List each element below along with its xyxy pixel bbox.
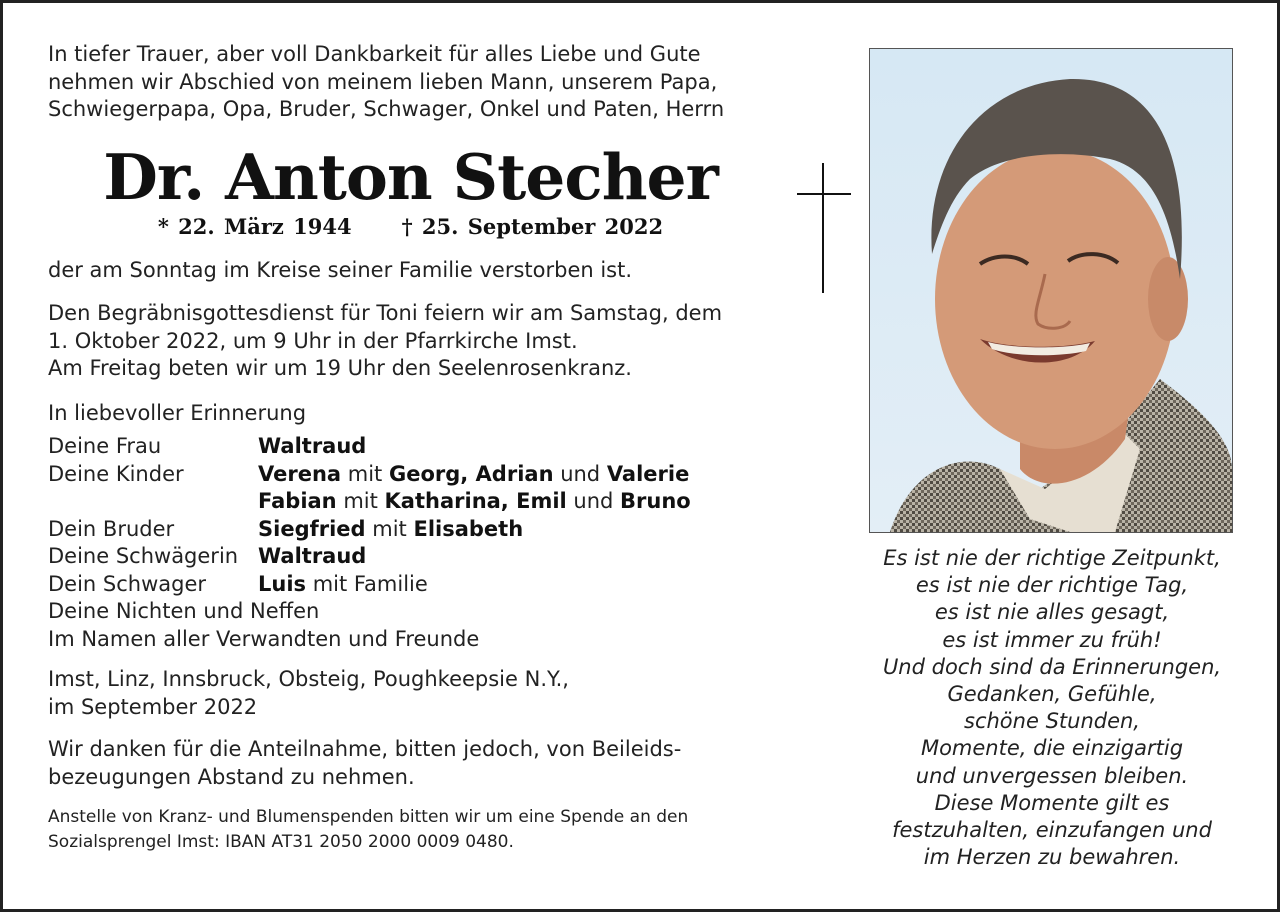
relatives-list: [48, 433, 691, 598]
death-date: † 25. September 2022: [401, 213, 664, 239]
date-line: im September 2022: [48, 694, 258, 719]
relative-names: Siegfried mit Elisabeth: [258, 516, 524, 541]
relative-role: Dein Schwager: [48, 571, 207, 596]
poem-line: Diese Momente gilt es: [934, 790, 1170, 815]
place-line: Imst, Linz, Innsbruck, Obsteig, Poughkeepsie N.Y.,: [48, 667, 569, 691]
service-line: Am Freitag beten wir um 19 Uhr den Seelenrosenkranz.: [48, 356, 632, 380]
service-info: [48, 300, 778, 383]
intro-line: In tiefer Trauer, aber voll Dankbarkeit für alles Liebe und Gute: [48, 42, 701, 66]
relative-names: Fabian mit Katharina, Emil und Bruno: [258, 489, 691, 513]
poem-line: im Herzen zu bewahren.: [923, 845, 1181, 870]
relative-row: [48, 571, 691, 599]
relative-row: [48, 433, 691, 461]
relative-row: [48, 488, 691, 516]
died-text: der am Sonntag im Kreise seiner Familie verstorben ist.: [48, 257, 633, 282]
obituary-text-column: [48, 41, 778, 855]
poem-line: festzuhalten, einzufangen und: [892, 818, 1212, 843]
intro-line: Schwiegerpapa, Opa, Bruder, Schwager, Onkel und Paten, Herrn: [48, 97, 725, 121]
service-line: Den Begräbnisgottesdienst für Toni feiern wir am Samstag, dem: [48, 301, 723, 325]
service-line: 1. Oktober 2022, um 9 Uhr in der Pfarrkirche Imst.: [48, 328, 578, 353]
poem-line: es ist nie der richtige Tag,: [915, 573, 1189, 598]
donation-note: [48, 805, 778, 855]
poem-text: [853, 545, 1251, 871]
relative-role: Deine Frau: [48, 434, 162, 458]
relatives-nieces-nephews: Deine Nichten und Neffen: [48, 599, 320, 623]
poem-line: es ist immer zu früh!: [942, 627, 1162, 652]
poem-line: und unvergessen bleiben.: [915, 763, 1189, 788]
poem-line: es ist nie alles gesagt,: [934, 600, 1170, 625]
place-and-date: [48, 666, 778, 721]
poem-line: schöne Stunden,: [964, 709, 1140, 734]
cross-icon: [797, 163, 851, 293]
thanks-line: bezeugungen Abstand zu nehmen.: [48, 764, 415, 789]
relative-names: Verena mit Georg, Adrian und Valerie: [258, 461, 690, 486]
intro-text: [48, 41, 778, 124]
donation-iban-line: Sozialsprengel Imst: IBAN AT31 2050 2000 0009 0480.: [48, 832, 514, 852]
portrait-photo: [869, 48, 1233, 533]
relative-role: Deine Schwägerin: [48, 544, 239, 568]
relative-names: Waltraud: [258, 544, 367, 568]
thanks-text: [48, 736, 778, 791]
thanks-line: Wir danken für die Anteilnahme, bitten jedoch, von Beileids-: [48, 737, 682, 761]
memory-heading: In liebevoller Erinnerung: [48, 400, 307, 425]
relatives-all-family-friends: Im Namen aller Verwandten und Freunde: [48, 626, 480, 651]
donation-line: Anstelle von Kranz- und Blumenspenden bitten wir um eine Spende an den: [48, 807, 689, 827]
poem-line: Es ist nie der richtige Zeitpunkt,: [883, 546, 1221, 570]
relative-row: [48, 461, 691, 489]
poem-line: Und doch sind da Erinnerungen,: [882, 654, 1222, 679]
relative-row: [48, 543, 691, 571]
portrait-illustration: [870, 49, 1232, 532]
poem-line: Gedanken, Gefühle,: [947, 682, 1157, 707]
relative-row: [48, 516, 691, 544]
birth-date: * 22. März 1944: [157, 213, 352, 239]
relative-role: Dein Bruder: [48, 516, 175, 541]
relative-role: Deine Kinder: [48, 461, 184, 486]
life-dates: [48, 214, 773, 239]
deceased-name: Dr. Anton Stecher: [103, 139, 718, 214]
poem-line: Momente, die einzigartig: [920, 736, 1184, 761]
relative-names: Luis mit Familie: [258, 571, 428, 596]
relative-names: Waltraud: [258, 434, 367, 458]
intro-line: nehmen wir Abschied von meinem lieben Mann, unserem Papa,: [48, 69, 718, 94]
